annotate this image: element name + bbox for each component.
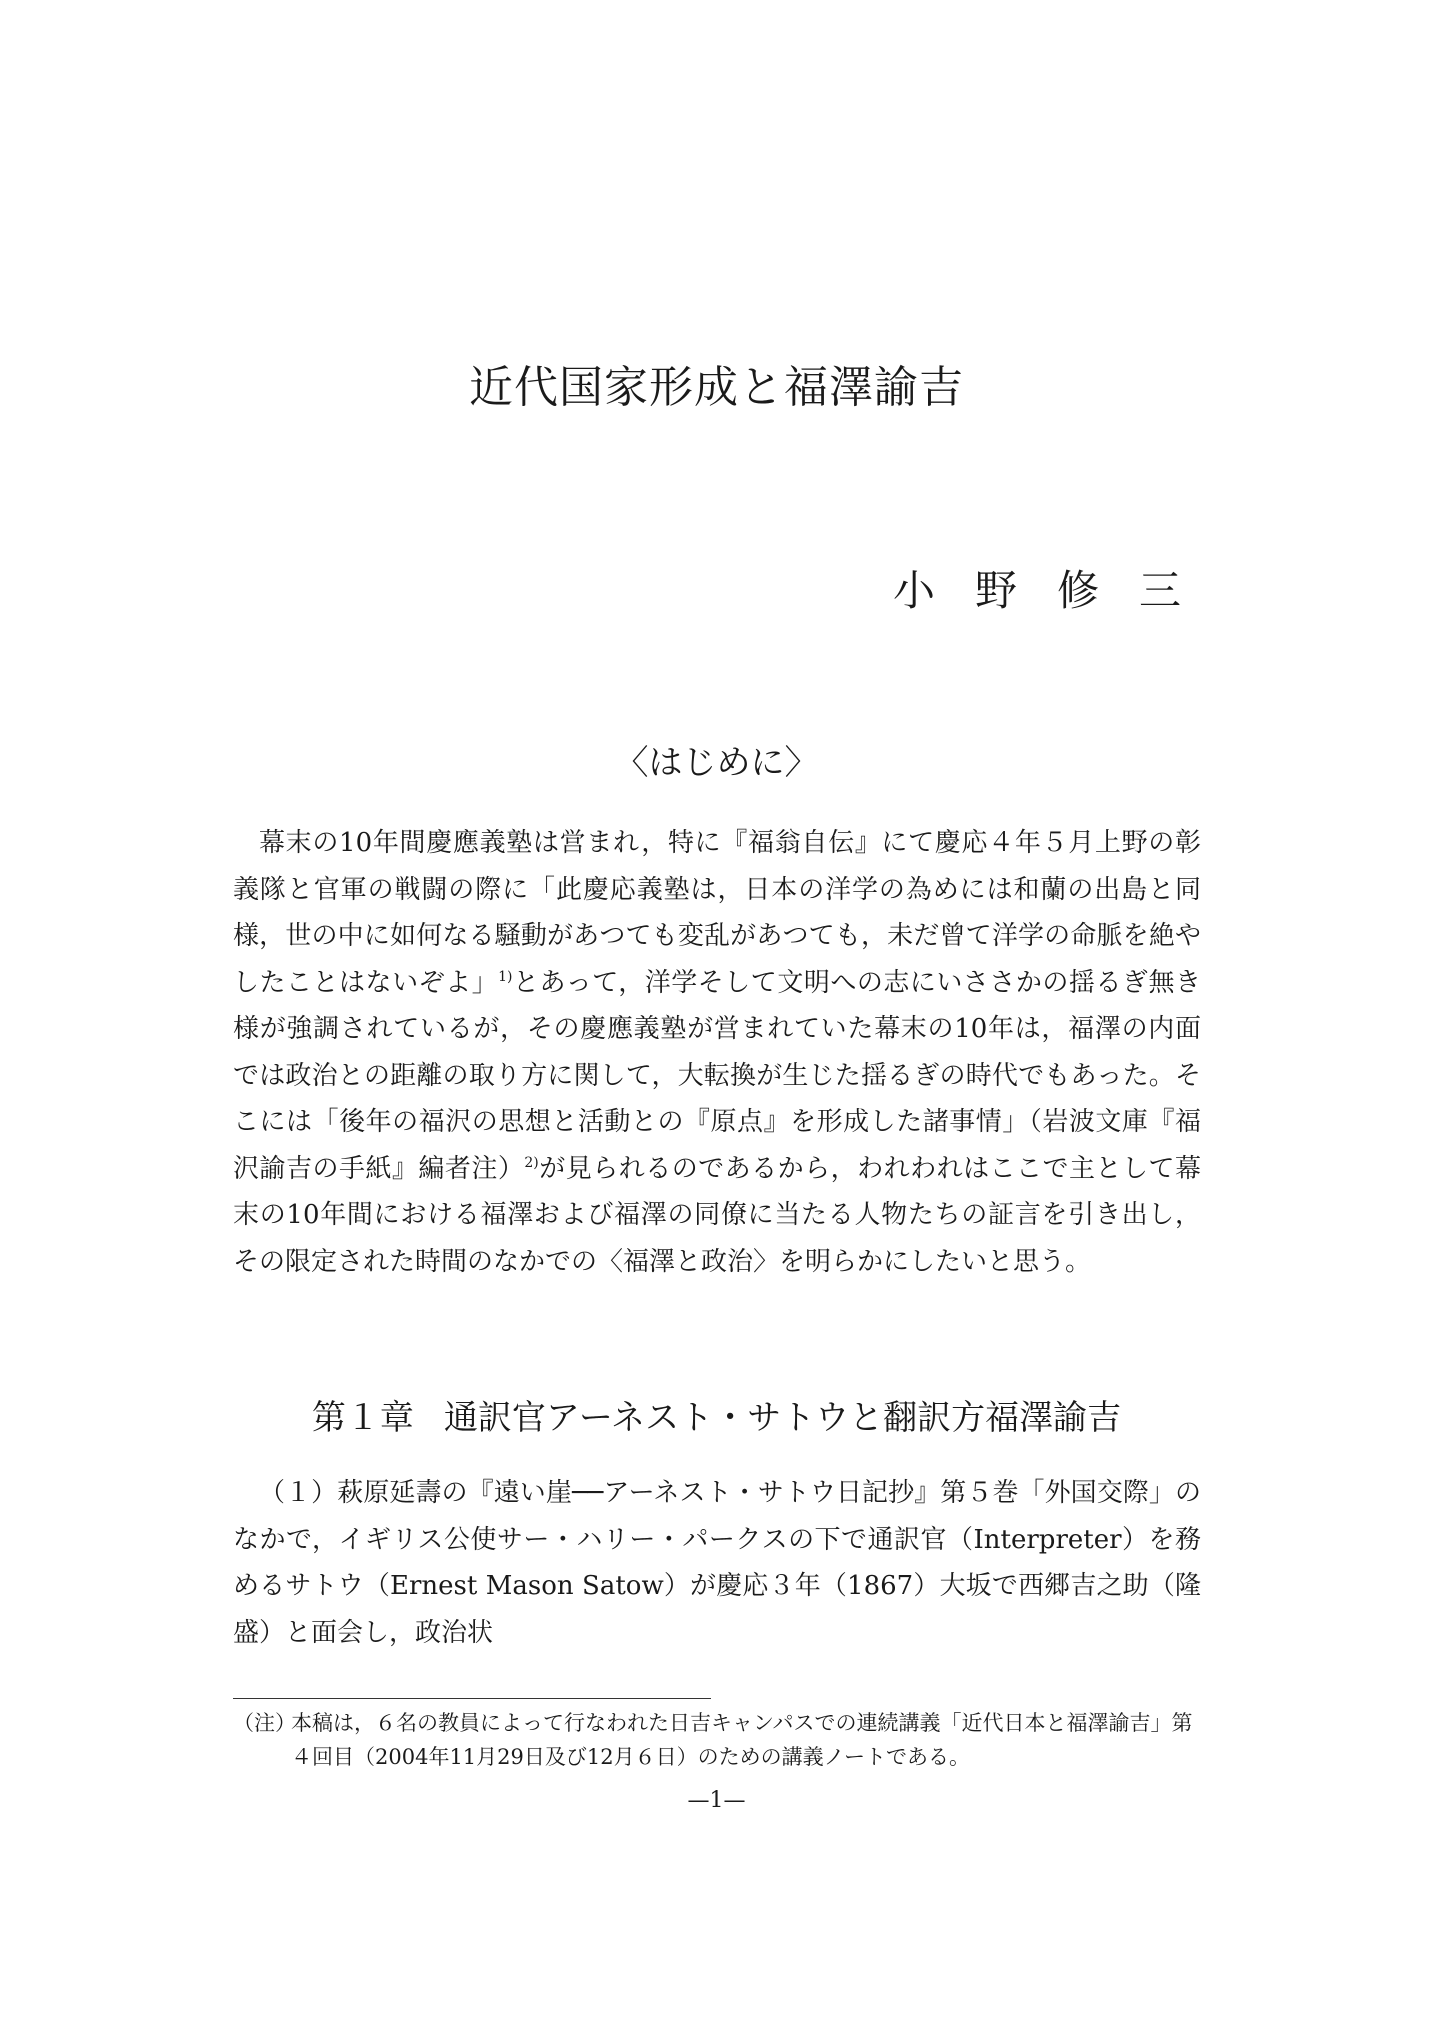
chapter-1-label: 第１章 [311,1398,414,1438]
footnote-mark: （注） [233,1711,296,1735]
intro-heading: 〈はじめに〉 [614,743,819,783]
footnote-text: 本稿は，６名の教員によって行なわれた日吉キャンパスでの連続講義「近代日本と福澤諭吉」第４回目（2004年11月29日及び12月６日）のための講義ノートである。 [291,1711,1193,1769]
intro-text-part-3: が見られるのであるから，われわれはここで主として幕末の10年間における福澤および福澤の同僚に当たる人物たちの証言を引き出し，その限定された時間のなかでの〈福澤と政治〉を明らかにしたいと思う。 [233,1153,1201,1277]
footnote [233,1706,1201,1774]
chapter-1-title: 通訳官アーネスト・サトウと翻訳方福澤諭吉 [443,1398,1122,1438]
chapter-1-heading [0,1393,1433,1443]
chapter-1-paragraph-1: （１）萩原延壽の『遠い崖──アーネスト・サトウ日記抄』第５巻「外国交際」のなかで，イギリス公使サー・ハリー・パークスの下で通訳官（Interpreter）を務めるサトウ（Ernest Mason Satow）が慶応３年（1867）大坂で西郷吉之助（隆盛）と面会し，政治状 [233,1478,1201,1648]
page-number: —1— [687,1788,746,1813]
intro-text-part-2: とあって，洋学そして文明への志にいささかの揺るぎ無き様が強調されているが，その慶應義塾が営まれていた幕末の10年は，福澤の内面では政治との距離の取り方に関して，大転換が生じた揺るぎの時代でもあった。そこには「後年の福沢の思想と活動との『原点』を形成した諸事情」（岩波文庫『福沢諭吉の手紙』編者注） [233,967,1201,1184]
intro-paragraph [233,820,1201,1285]
intro-text-part-1: 幕末の10年間慶應義塾は営まれ，特に『福翁自伝』にて慶応４年５月上野の彰義隊と官軍の戦闘の際に「此慶応義塾は，日本の洋学の為めには和蘭の出島と同様，世の中に如何なる騒動があつても変乱があつても，未だ曾て洋学の命脈を絶やしたことはないぞよ」 [233,828,1201,998]
author-name: 小野修三 [893,566,1222,615]
footnote-divider [233,1698,711,1699]
footnote-ref-1: 1) [498,968,513,985]
footnote-ref-2: 2) [524,1154,539,1171]
paper-title: 近代国家形成と福澤諭吉 [469,362,964,413]
